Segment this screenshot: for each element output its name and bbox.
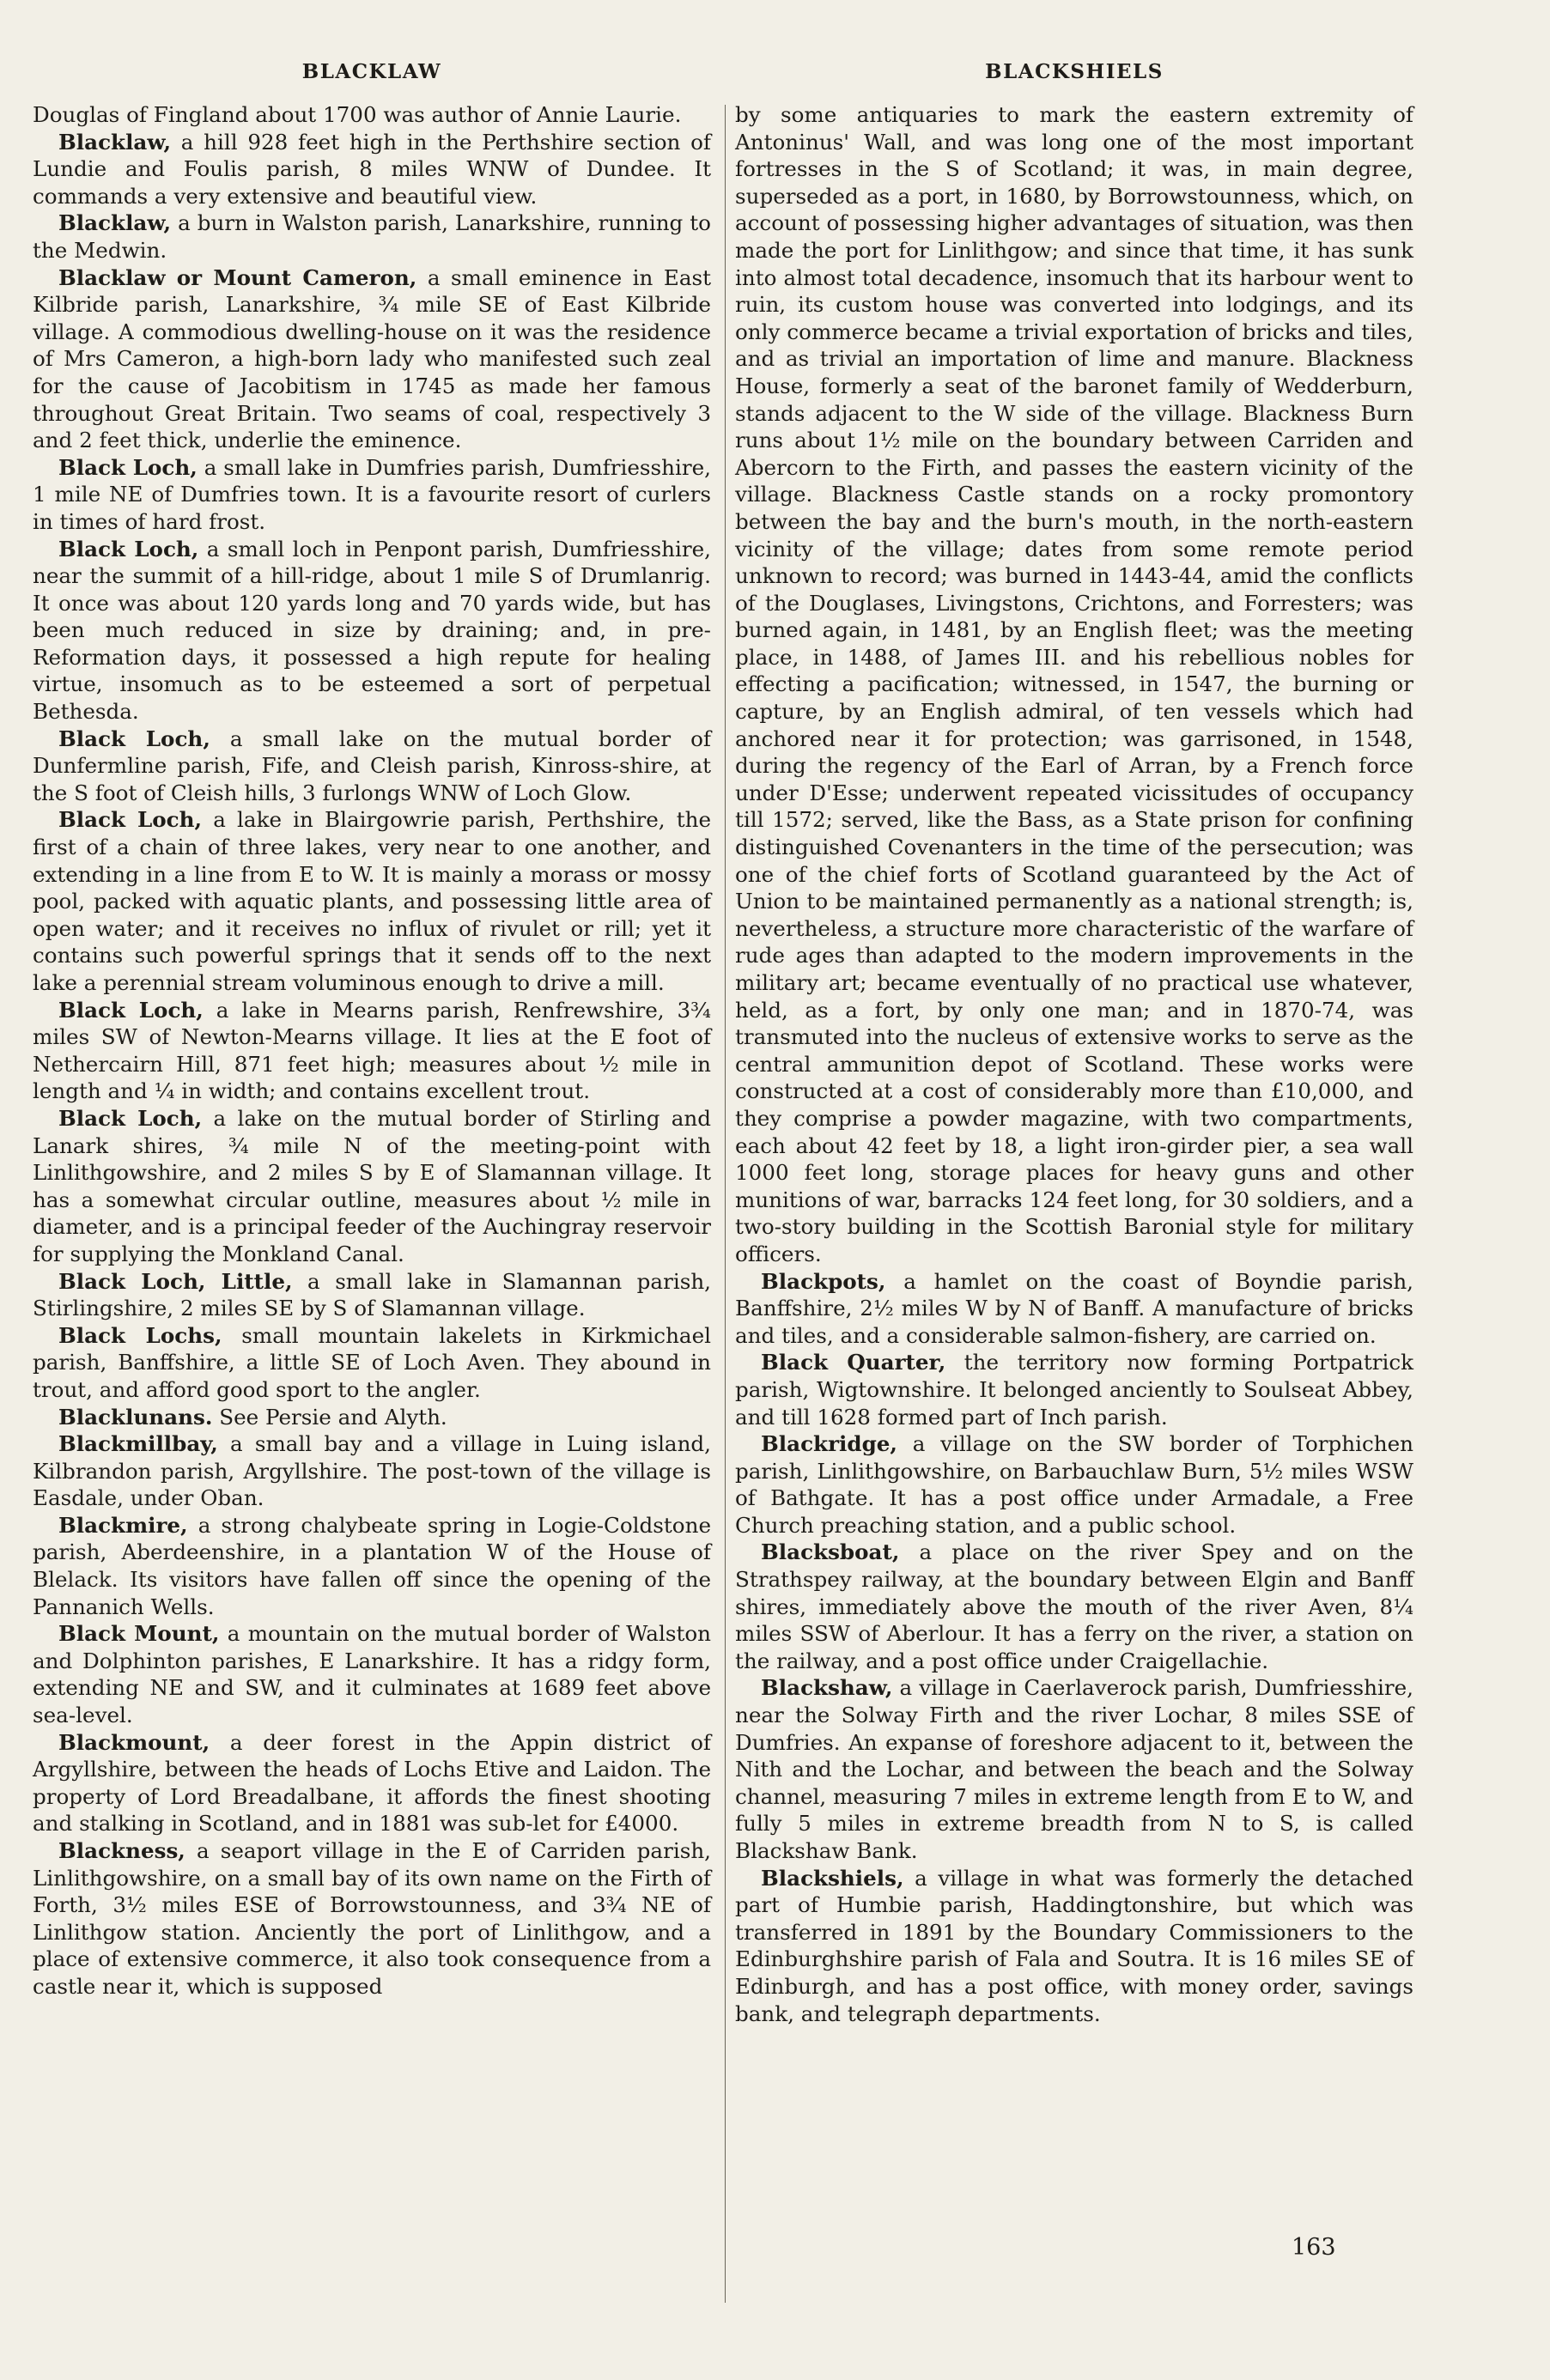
entry-text: See Persie and Alyth.	[212, 1404, 447, 1430]
entry-text: a small bay and a village in Luing island, Kilbrandon parish, Argyllshire. The post-town of the village is Easdale, under Oban.	[33, 1431, 711, 1511]
entry-headword: Blacklaw,	[58, 129, 172, 155]
page-number: 163	[1292, 2234, 1336, 2261]
right-column	[735, 53, 1413, 2027]
entry-text: a small lake in Slamannan parish, Stirlingshire, 2 miles SE by S of Slamannan village.	[33, 1268, 711, 1321]
gazetteer-entry	[33, 1105, 711, 1268]
entry-text: a lake on the mutual border of Stirling and Lanark shires, ¾ mile N of the meeting-point with Linlithgowshire, and 2 miles S by E of Slamannan village. It has a somewhat circular outline, measures about ½ mile in diameter, and is a principal feeder of the Auchingray reservoir for supplying the Monkland Canal.	[33, 1105, 711, 1266]
entry-text: by some antiquaries to mark the eastern extremity of Antoninus' Wall, and was long one of the most important fortresses in the S of Scotland; it was, in main degree, superseded as a port, in 1680, by Borrowstounness, which, on account of possessing higher advantages of situation, was then made the port for Linlithgow; and since that time, it has sunk into almost total decadence, insomuch that its harbour went to ruin, its custom house was converted into lodgings, and its only commerce became a trivial exportation of bricks and tiles, and as trivial an importation of lime and manure. Blackness House, formerly a seat of the baronet family of Wedderburn, stands adjacent to the W side of the village. Blackness Burn runs about 1½ mile on the boundary between Carriden and Abercorn to the Firth, and passes the eastern vicinity of the village. Blackness Castle stands on a rocky promontory between the bay and the burn's mouth, in the north-eastern vicinity of the village; dates from some remote period unknown to record; was burned in 1443-44, amid the conflicts of the Douglases, Livingstons, Crichtons, and Forresters; was burned again, in 1481, by an English fleet; was the meeting place, in 1488, of James III. and his rebellious nobles for effecting a pacification; witnessed, in 1547, the burning or capture, by an English admiral, of ten vessels which had anchored near it for protection; was garrisoned, in 1548, during the regency of the Earl of Arran, by a French force under D'Esse; underwent repeated vicissitudes of occupancy till 1572; served, like the Bass, as a State prison for confining distinguished Covenanters in the time of the persecution; was one of the chief forts of Scotland guaranteed by the Act of Union to be maintained permanently as a national strength; is, nevertheless, a structure more characteristic of the warfare of rude ages than adapted to the modern improvements in the military art; became eventually of no practical use whatever, held, as a fort, by only one man; and in 1870-74, was transmuted into the nucleus of extensive works to serve as the central ammunition depot of Scotland. These works were constructed at a cost of considerably more than £10,000, and they comprise a powder magazine, with two compartments, each about 42 feet by 18, a light iron-girder pier, a sea wall 1000 feet long, storage places for heavy guns and other munitions of war, barracks 124 feet long, for 30 soldiers, and a two-story building in the Scottish Baronial style for military officers.	[735, 102, 1413, 1266]
entry-headword: Blacksboat,	[761, 1539, 900, 1565]
gazetteer-entry	[33, 1620, 711, 1728]
entry-text: a small eminence in East Kilbride parish, Lanarkshire, ¾ mile SE of East Kilbride village. A commodious dwelling-house on it was the residence of Mrs Cameron, a high-born lady who manifested such zeal for the cause of Jacobitism in 1745 as made her famous throughout Great Britain. Two seams of coal, respectively 3 and 2 feet thick, underlie the eminence.	[33, 264, 712, 453]
entry-headword: Black Quarter,	[761, 1350, 946, 1375]
gazetteer-entry	[33, 1837, 711, 2001]
entry-text: a deer forest in the Appin district of Argyllshire, between the heads of Lochs Etive and Laidon. The property of Lord Breadalbane, it affords the finest shooting and stalking in Scotland, and in 1881 was sub-let for £4000.	[33, 1729, 711, 1837]
gazetteer-entry	[33, 536, 711, 726]
gazetteer-entry	[33, 1268, 711, 1322]
gazetteer-entry	[33, 1729, 711, 1837]
entry-headword: Blackridge,	[761, 1431, 897, 1457]
entry-text: a small loch in Penpont parish, Dumfriesshire, near the summit of a hill-ridge, about 1 mile S of Drumlanrig. It once was about 120 yards long and 70 yards wide, but has been much reduced in size by draining; and, in pre-Reformation days, it possessed a high repute for healing virtue, insomuch as to be esteemed a sort of perpetual Bethesda.	[33, 536, 711, 725]
entry-headword: Black Loch,	[58, 997, 204, 1023]
entry-headword: Blackpots,	[761, 1268, 886, 1294]
gazetteer-entry	[735, 1865, 1413, 2028]
entry-headword: Blacklunans.	[58, 1404, 213, 1430]
gazetteer-entry	[33, 101, 711, 129]
entry-headword: Black Loch, Little,	[58, 1268, 293, 1294]
entry-headword: Black Loch,	[58, 807, 203, 833]
entry-headword: Blackness,	[58, 1838, 185, 1863]
entry-headword: Blacklaw or Mount Cameron,	[58, 264, 417, 290]
gazetteer-entry	[735, 1674, 1413, 1864]
gazetteer-entry	[735, 101, 1413, 1268]
gazetteer-entry	[33, 209, 711, 264]
entry-text: a village in Caerlaverock parish, Dumfriesshire, near the Solway Firth and the river Lochar, 8 miles SSE of Dumfries. An expanse of foreshore adjacent to it, between the Nith and the Lochar, and between the beach and the Solway channel, measuring 7 miles in extreme length from E to W, and fully 5 miles in extreme breadth from N to S, is called Blackshaw Bank.	[735, 1675, 1413, 1863]
running-head-left: BLACKLAW	[301, 60, 442, 83]
entry-headword: Blacklaw,	[58, 210, 172, 236]
gazetteer-entry	[735, 1539, 1413, 1674]
entry-text: the territory now forming Portpatrick parish, Wigtownshire. It belonged anciently to Soulseat Abbey, and till 1628 formed part of Inch parish.	[735, 1350, 1413, 1430]
entry-headword: Black Loch,	[58, 454, 198, 480]
entry-text: a village on the SW border of Torphichen parish, Linlithgowshire, on Barbauchlaw Burn, 5½ miles WSW of Bathgate. It has a post office under Armadale, a Free Church preaching station, and a public school.	[735, 1431, 1413, 1538]
entry-text: a burn in Walston parish, Lanarkshire, running to the Medwin.	[33, 210, 711, 263]
entry-headword: Black Loch,	[58, 726, 210, 751]
entry-headword: Blackshiels,	[761, 1865, 904, 1891]
entry-text: a lake in Blairgowrie parish, Perthshire, the first of a chain of three lakes, very near to one another, and extending in a line from E to W. It is mainly a morass or mossy pool, packed with aquatic plants, and possessing little area of open water; and it receives no influx of rivulet or rill; yet it contains such powerful springs that it sends off to the next lake a perennial stream voluminous enough to drive a mill.	[33, 807, 711, 995]
entry-text: a hamlet on the coast of Boyndie parish, Banffshire, 2½ miles W by N of Banff. A manufacture of bricks and tiles, and a considerable salmon-fishery, are carried on.	[735, 1268, 1413, 1348]
gazetteer-entry	[33, 997, 711, 1105]
gazetteer-entry	[33, 806, 711, 996]
page	[33, 53, 1434, 2354]
running-head-right: BLACKSHIELS	[985, 60, 1164, 83]
entry-text: a small lake in Dumfries parish, Dumfriesshire, 1 mile NE of Dumfries town. It is a favourite resort of curlers in times of hard frost.	[33, 454, 711, 534]
entry-headword: Blackshaw,	[761, 1675, 893, 1701]
entry-text: a lake in Mearns parish, Renfrewshire, 3¾ miles SW of Newton-Mearns village. It lies at the E foot of Nethercairn Hill, 871 feet high; measures about ½ mile in length and ¼ in width; and contains excellent trout.	[33, 997, 711, 1104]
gazetteer-entry	[33, 1430, 711, 1512]
entry-text: Douglas of Fingland about 1700 was author of Annie Laurie.	[33, 102, 682, 127]
gazetteer-entry	[33, 129, 711, 210]
gazetteer-entry	[33, 1322, 711, 1404]
entry-text: a hill 928 feet high in the Perthshire section of Lundie and Foulis parish, 8 miles WNW of Dundee. It commands a very extensive and beautiful view.	[33, 129, 711, 209]
right-entries	[735, 101, 1413, 2027]
entry-text: a strong chalybeate spring in Logie-Coldstone parish, Aberdeenshire, in a plantation W of the House of Blelack. Its visitors have fallen off since the opening of the Pannanich Wells.	[33, 1512, 711, 1619]
entry-headword: Black Lochs,	[58, 1322, 222, 1348]
entry-headword: Blackmount,	[58, 1729, 210, 1755]
entry-text: a seaport village in the E of Carriden parish, Linlithgowshire, on a small bay of its own name on the Firth of Forth, 3½ miles ESE of Borrowstounness, and 3¾ NE of Linlithgow station. Anciently the port of Linlithgow, and a place of extensive commerce, it also took consequence from a castle near it, which is supposed	[33, 1838, 711, 1999]
entry-headword: Black Loch,	[58, 536, 199, 562]
entry-text: a mountain on the mutual border of Walston and Dolphinton parishes, E Lanarkshire. It has a ridgy form, extending NE and SW, and it culminates at 1689 feet above sea-level.	[33, 1621, 711, 1728]
entry-headword: Black Mount,	[58, 1621, 220, 1647]
gazetteer-entry	[735, 1430, 1413, 1539]
gazetteer-entry	[33, 1512, 711, 1620]
entry-headword: Blackmillbay,	[58, 1431, 218, 1457]
gazetteer-entry	[735, 1268, 1413, 1350]
gazetteer-entry	[735, 1349, 1413, 1430]
entry-text: a place on the river Spey and on the Strathspey railway, at the boundary between Elgin and Banff shires, immediately above the mouth of the river Aven, 8¼ miles SSW of Aberlour. It has a ferry on the river, a station on the railway, and a post office under Craigellachie.	[735, 1539, 1413, 1673]
left-column	[33, 53, 711, 2001]
gazetteer-entry	[33, 726, 711, 807]
entry-headword: Blackmire,	[58, 1512, 188, 1538]
entry-text: a small lake on the mutual border of Dunfermline parish, Fife, and Cleish parish, Kinross-shire, at the S foot of Cleish hills, 3 furlongs WNW of Loch Glow.	[33, 726, 711, 805]
entry-headword: Black Loch,	[58, 1105, 203, 1131]
gazetteer-entry	[33, 264, 711, 454]
entry-text: small mountain lakelets in Kirkmichael parish, Banffshire, a little SE of Loch Aven. They abound in trout, and afford good sport to the angler.	[33, 1322, 711, 1402]
gazetteer-entry	[33, 1404, 711, 1431]
left-entries	[33, 101, 711, 2001]
gazetteer-entry	[33, 454, 711, 536]
entry-text: a village in what was formerly the detached part of Humbie parish, Haddingtonshire, but which was transferred in 1891 by the Boundary Commissioners to the Edinburghshire parish of Fala and Soutra. It is 16 miles SE of Edinburgh, and has a post office, with money order, savings bank, and telegraph departments.	[735, 1865, 1413, 2026]
column-divider	[725, 105, 726, 2303]
